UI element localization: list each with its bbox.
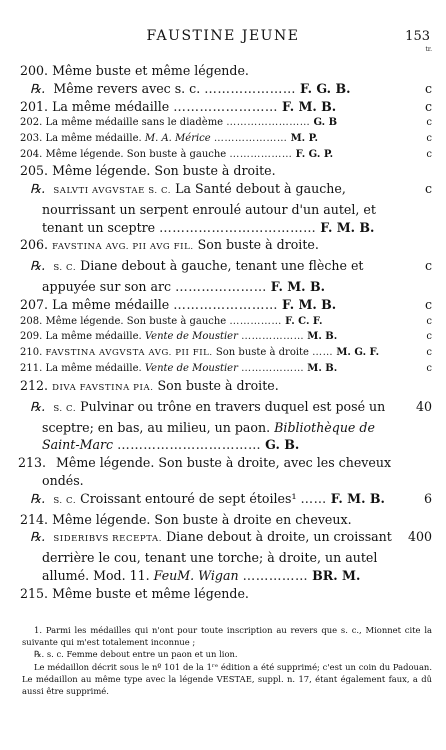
provenance-metal: F. M. B. (320, 219, 375, 235)
footnote-2: ℞. s. c. Femme debout entre un paon et un lion. (34, 649, 238, 660)
description-text: Son buste à droite (215, 346, 309, 358)
collection-reference: Vente de Moustier (144, 331, 238, 343)
entry-row (20, 585, 432, 603)
entry-row (20, 115, 432, 131)
provenance-metal: G. B (313, 117, 338, 129)
entry-number: 215. (20, 585, 49, 601)
description-text: Même buste et même légende. (52, 63, 249, 78)
description-text: Même légende. Son buste à droite en cheveux. (52, 511, 352, 527)
leader-dots: …………………… (173, 296, 278, 312)
reverse-sign: ℞. (30, 180, 46, 196)
rarity-value: c (424, 98, 432, 114)
entry-number: 204. (20, 148, 43, 160)
rarity-value: c (424, 80, 432, 96)
description-text: Diane debout à gauche, tenant une flèche et appuyée sur son arc (42, 258, 364, 294)
entry-row (20, 314, 432, 330)
description-text: Même légende. Son buste à droite, avec les cheveux ondés. (42, 455, 392, 488)
footnote-3: Le médaillon décrit sous le nº 101 de la 1ʳᵉ édition a été supprimé; c'est un coin du Padouan. Le médaillon au même type avec la légende VESTAE, suppl. n. 17, étant également faux, a dû aussi être supprimé. (22, 661, 432, 697)
description-text: Pulvinar ou trône en travers duquel est posé un sceptre; en bas, au milieu, un paon. (42, 398, 386, 435)
reverse-row (20, 398, 432, 454)
provenance-metal: M. P. (290, 132, 318, 144)
running-title: FAUSTINE JEUNE (146, 28, 300, 44)
page-number: 153 (405, 29, 430, 44)
description-text: Même buste et même légende. (52, 585, 249, 601)
entry-number: 201. (20, 98, 49, 114)
entry-number: 211. (20, 363, 43, 375)
leader-dots: …………… (242, 567, 309, 583)
leader-dots: ……………… (241, 331, 305, 343)
rarity-value: c (426, 117, 432, 129)
collection-reference: Bibliothèque de Saint-Marc (42, 419, 375, 453)
entry-number: 209. (20, 331, 43, 343)
entry-row (20, 454, 432, 490)
description-text: La même médaille sans le diadème (45, 117, 224, 129)
description-text: La même médaille. (45, 331, 142, 343)
description-text: La même médaille. (45, 132, 142, 144)
footnote-1: 1. Parmi les médailles qui n'ont pour toute inscription au revers que s. c., Mionnet cite la suivante qui m'est totalement inconnue ; (22, 625, 432, 648)
reverse-row (20, 257, 432, 296)
entry-number: 213. (18, 455, 47, 471)
description-text: Diane debout à droite, un croissant derrière le cou, tenant une torche; à droite, un autel allumé. Mod. 11. (42, 529, 392, 583)
reverse-row (20, 528, 432, 584)
legend-text: SALVTI AVGVSTAE S. C. (53, 185, 172, 196)
description-text: Même revers avec s. c. (53, 80, 201, 96)
entry-number: 206. (20, 237, 49, 253)
description-text: La même médaille (52, 296, 170, 312)
entry-row (20, 62, 432, 80)
provenance-metal: F. M. B. (270, 278, 325, 294)
leader-dots: ………………… (175, 278, 267, 294)
description-text: Son buste à droite. (197, 237, 319, 253)
legend-text: S. C. (53, 263, 77, 274)
entry-row (20, 511, 432, 529)
provenance-metal: F. G. B. (299, 80, 351, 96)
entry-number: 210. (20, 346, 43, 358)
provenance-metal: F. M. B. (282, 296, 337, 312)
rarity-value: c (426, 132, 432, 144)
description-text: La Santé debout à gauche, nourrissant un serpent enroulé autour d'un autel, et tenant un sceptre (42, 180, 376, 235)
leader-dots: …………………… (173, 98, 278, 114)
catalogue-entries (20, 62, 432, 602)
provenance-metal: M. B. (307, 331, 338, 343)
provenance-metal: F. M. B. (282, 98, 337, 114)
entry-row (20, 162, 432, 180)
reverse-sign: ℞. (30, 529, 46, 545)
entry-number: 202. (20, 117, 43, 129)
leader-dots: ………………… (204, 80, 296, 96)
rarity-value: c (426, 315, 432, 327)
rarity-value: 40 (415, 398, 432, 414)
legend-text: S. C. (53, 403, 77, 414)
reverse-row (20, 490, 432, 511)
reverse-sign: ℞. (30, 258, 46, 274)
footnotes (22, 624, 432, 697)
entry-row (20, 361, 432, 377)
page-header (0, 28, 446, 53)
provenance-metal: M. G. F. (336, 346, 380, 358)
reverse-sign: ℞. (30, 398, 46, 414)
rarity-value: c (426, 363, 432, 375)
entry-row (20, 236, 432, 257)
rarity-value: 400 (407, 529, 432, 545)
leader-dots: ……………… (229, 148, 293, 160)
reverse-row (20, 180, 432, 236)
collection-reference: Vente de Moustier (144, 363, 238, 375)
entry-number: 207. (20, 296, 49, 312)
description-text: Croissant entouré de sept étoiles¹ (80, 490, 297, 506)
rarity-value: c (426, 331, 432, 343)
entry-number: 200. (20, 63, 49, 78)
provenance-metal: M. B. (307, 363, 338, 375)
leader-dots: ……………………………… (159, 219, 317, 235)
description-text: Même légende. Son buste à gauche (45, 315, 227, 327)
rarity-value: c (426, 148, 432, 160)
entry-row (20, 345, 432, 362)
entry-row (20, 329, 432, 345)
provenance-metal: F. C. F. (285, 315, 323, 327)
entry-row (20, 131, 432, 147)
provenance-metal: F. G. P. (295, 148, 334, 160)
rarity-value: c (424, 296, 432, 312)
entry-number: 203. (20, 132, 43, 144)
entry-number: 205. (20, 163, 49, 179)
legend-text: DIVA FAVSTINA PIA. (52, 382, 154, 393)
signature-mark: tr. (425, 46, 432, 53)
entry-number: 208. (20, 315, 43, 327)
rarity-value: c (426, 346, 432, 358)
leader-dots: …………………… (226, 117, 311, 129)
description-text: Même légende. Son buste à gauche (45, 148, 227, 160)
legend-text: SIDERIBVS RECEPTA. (53, 534, 163, 545)
collection-reference: FeuM. Wigan (153, 567, 239, 583)
rarity-value: 6 (423, 490, 432, 506)
description-text: La même médaille (52, 98, 170, 114)
leader-dots: …… (300, 490, 327, 506)
reverse-sign: ℞. (30, 490, 46, 506)
provenance-metal: G. B. (265, 437, 300, 453)
collection-reference: M. A. Mérice (144, 132, 211, 144)
provenance-metal: F. M. B. (330, 490, 385, 506)
rarity-value: c (424, 180, 432, 196)
reverse-row (20, 80, 432, 98)
entry-row (20, 147, 432, 163)
entry-row (20, 377, 432, 398)
leader-dots: …………… (229, 315, 282, 327)
legend-text: S. C. (53, 495, 77, 506)
entry-row (20, 98, 432, 116)
rarity-value: c (424, 258, 432, 274)
description-text: Son buste à droite. (157, 377, 279, 393)
leader-dots: ……………… (241, 363, 305, 375)
description-text: Même légende. Son buste à droite. (52, 163, 276, 179)
description-text: La même médaille. (45, 363, 142, 375)
leader-dots: …………………………… (117, 437, 262, 453)
legend-text: FAVSTINA AVG. PII AVG FIL. (52, 242, 194, 253)
entry-row (20, 296, 432, 314)
reverse-sign: ℞. (30, 80, 46, 96)
entry-number: 214. (20, 511, 49, 527)
provenance-metal: BR. M. (312, 567, 361, 583)
leader-dots: …… (312, 346, 334, 358)
entry-number: 212. (20, 377, 49, 393)
legend-text: FAVSTINA AVGVSTA AVG. PII FIL. (45, 347, 213, 358)
leader-dots: ………………… (213, 132, 288, 144)
